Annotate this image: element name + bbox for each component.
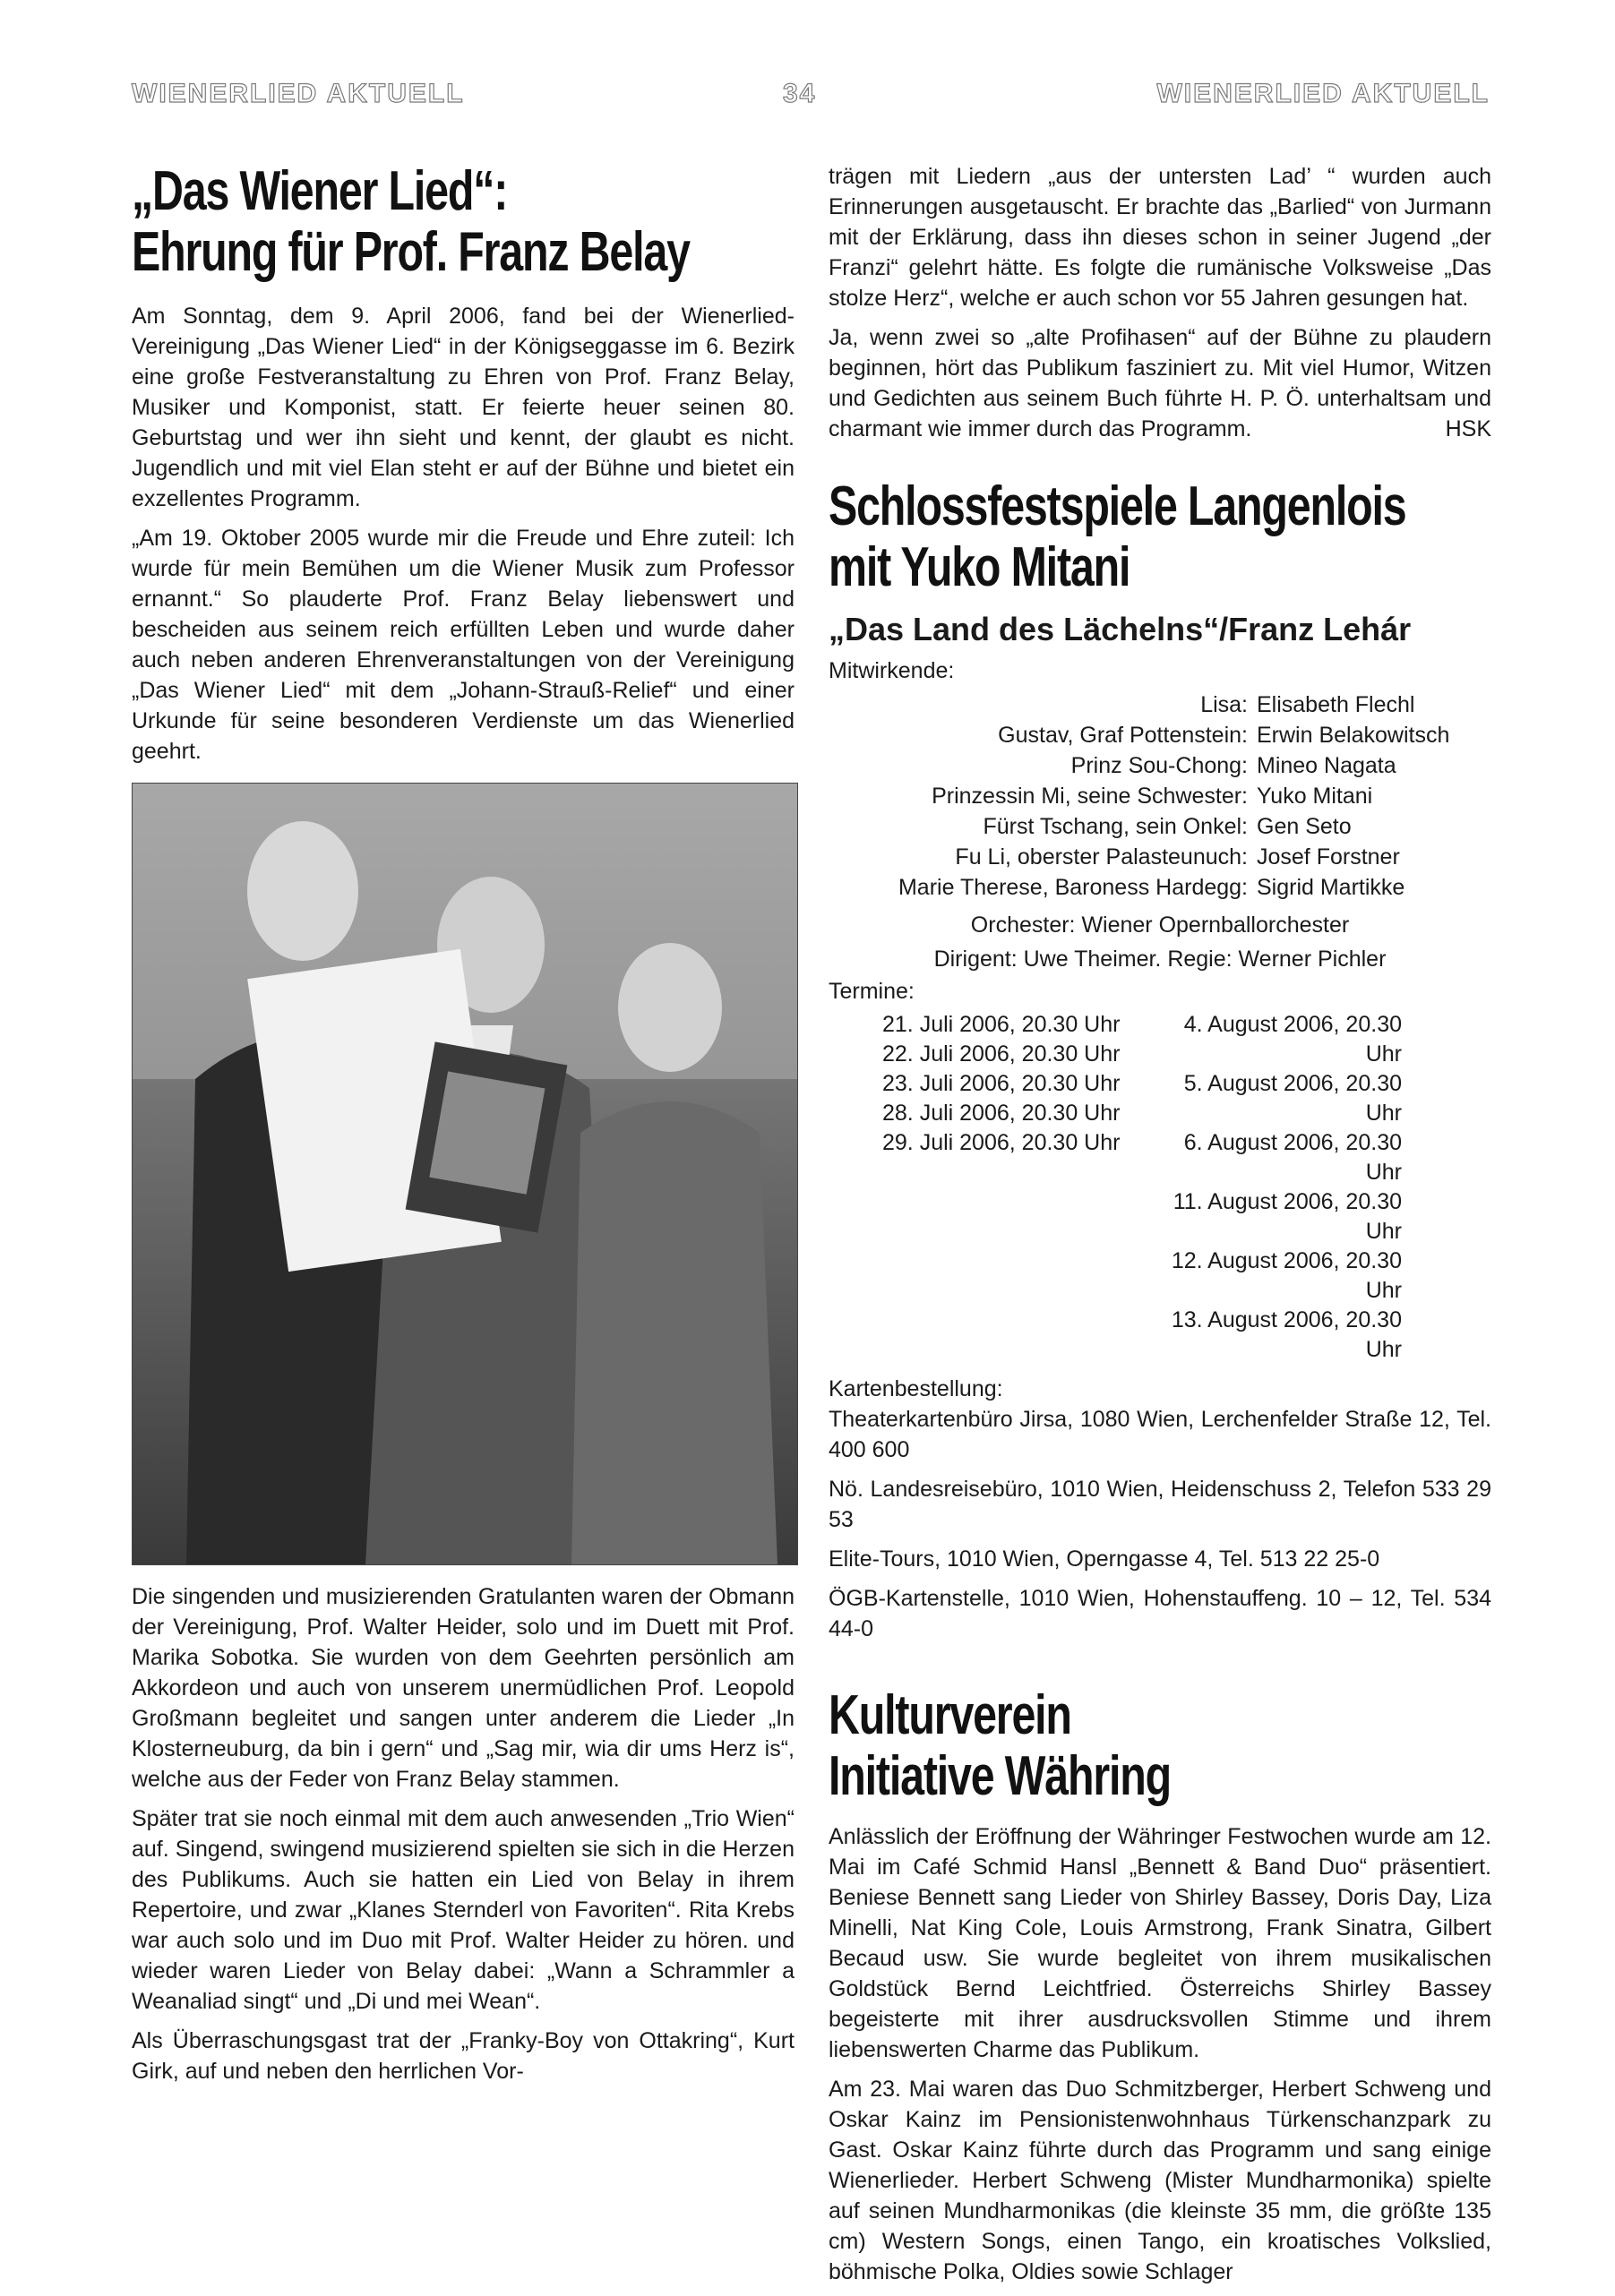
cast-actor: Josef Forstner bbox=[1257, 844, 1400, 870]
article1-headline bbox=[132, 161, 794, 283]
dates-july bbox=[882, 1010, 1160, 1365]
right-column bbox=[829, 161, 1491, 2296]
dates-table bbox=[829, 1010, 1491, 1365]
article1-paragraph: trägen mit Liedern „aus der untersten Lad’ “ wurden auch Erinnerungen ausgetauscht. Er brachte das „Barlied“ von Jurmann mit der Erklärung, dass ihn dieses schon in seiner Jugend „der Franzi“ gelehrt hätte. Es folgte die rumänische Volksweise „Das stolze Herz“, welche er auch schon vor 55 Jahren gesungen hat. bbox=[829, 164, 1491, 311]
cast-role: Fu Li, oberster Palasteunuch: bbox=[955, 844, 1248, 870]
cast-label: Mitwirkende: bbox=[829, 658, 955, 683]
cast-role: Marie Therese, Baroness Hardegg: bbox=[898, 875, 1248, 900]
date-entry: 28. Juli 2006, 20.30 Uhr bbox=[882, 1101, 1121, 1126]
ticket-office: Elite-Tours, 1010 Wien, Operngasse 4, Tel. 513 22 25-0 bbox=[829, 1546, 1380, 1572]
article3-headline-line1: Kulturverein bbox=[829, 1684, 1071, 1746]
award-ceremony-photo bbox=[132, 783, 798, 1565]
article1-signature: HSK bbox=[1445, 416, 1491, 441]
cast-row bbox=[829, 690, 1491, 720]
date-entry: 4. August 2006, 20.30 Uhr bbox=[1183, 1012, 1402, 1067]
cast-role: Prinzessin Mi, seine Schwester: bbox=[932, 784, 1248, 809]
date-entry: 23. Juli 2006, 20.30 Uhr bbox=[882, 1071, 1121, 1096]
date-entry: 22. Juli 2006, 20.30 Uhr bbox=[882, 1041, 1121, 1067]
tickets-label: Kartenbestellung: bbox=[829, 1376, 1003, 1401]
article1-paragraph: Am Sonntag, dem 9. April 2006, fand bei der Wienerlied-Vereinigung „Das Wiener Lied“ in der Königseggasse im 6. Bezirk eine große Festveranstaltung zu Ehren von Prof. Franz Belay, Musiker und Komponist, statt. Er feierte heuer seinen 80. Geburtstag und wer ihn sieht und kennt, der glaubt es nicht. Jugendlich und mit viel Elan steht er auf der Bühne und bietet ein exzellentes Programm. bbox=[132, 304, 795, 511]
cast-row bbox=[829, 720, 1491, 750]
page-number: 34 bbox=[783, 79, 817, 108]
ticket-office: Nö. Landesreisebüro, 1010 Wien, Heidenschuss 2, Telefon 533 29 53 bbox=[829, 1477, 1491, 1532]
cast-row bbox=[829, 781, 1491, 811]
date-entry: 5. August 2006, 20.30 Uhr bbox=[1183, 1071, 1402, 1126]
article1-paragraph: Später trat sie noch einmal mit dem auch anwesenden „Trio Wien“ auf. Singend, swingend musizierend spielten sie sich in die Herzen des Publikums. Auch sie hatten ein Lied von Belay in ihrem Repertoire, und zwar „Klanes Sternderl von Favoriten“. Rita Krebs war auch solo und im Duo mit Prof. Walter Heider zu hören. und wieder waren Lieder von Belay dabei: „Wann a Schrammler a Weanaliad singt“ und „Di und mei Wean“. bbox=[132, 1806, 795, 2014]
photo-illustration bbox=[133, 784, 797, 1564]
left-column bbox=[132, 161, 795, 2095]
article1-paragraph: Ja, wenn zwei so „alte Profihasen“ auf der Bühne zu plaudern beginnen, hört das Publikum fasziniert zu. Mit viel Humor, Witzen und Gedichten aus seinem Buch führte H. P. Ö. unterhaltsam und charmant wie immer durch das Programm. bbox=[829, 325, 1491, 441]
date-entry: 6. August 2006, 20.30 Uhr bbox=[1183, 1130, 1402, 1185]
article2-headline-line2: mit Yuko Mitani bbox=[829, 536, 1130, 598]
ticket-office: Theaterkartenbüro Jirsa, 1080 Wien, Lerchenfelder Straße 12, Tel. 400 600 bbox=[829, 1407, 1491, 1462]
article1-paragraph: Als Überraschungsgast trat der „Franky-Boy von Ottakring“, Kurt Girk, auf und neben den herrlichen Vor- bbox=[132, 2028, 795, 2084]
cast-row bbox=[829, 842, 1491, 872]
article3-paragraph: Anlässlich der Eröffnung der Währinger Festwochen wurde am 12. Mai im Café Schmid Hansl „Bennett & Band Duo“ präsentiert. Beniese Bennett sang Lieder von Shirley Bassey, Doris Day, Liza Minelli, Nat King Cole, Louis Armstrong, Frank Sinatra, Gilbert Becaud usw. Sie wurde begleitet von ihrem musikalischen Goldstück Bernd Leichtfried. Österreichs Shirley Bassey begeisterte mit ihrer ausdrucksvollen Stimme und ihrem liebenswerten Charme das Publikum. bbox=[829, 1824, 1491, 2062]
direction-line: Dirigent: Uwe Theimer. Regie: Werner Pichler bbox=[933, 947, 1387, 972]
date-entry: 13. August 2006, 20.30 Uhr bbox=[1171, 1307, 1402, 1362]
date-entry: 12. August 2006, 20.30 Uhr bbox=[1171, 1248, 1402, 1303]
cast-actor: Erwin Belakowitsch bbox=[1257, 723, 1450, 748]
article2-subtitle: „Das Land des Lächelns“/Franz Lehár bbox=[829, 611, 1412, 647]
cast-role: Lisa: bbox=[1200, 692, 1248, 717]
date-entry: 21. Juli 2006, 20.30 Uhr bbox=[882, 1012, 1121, 1037]
article3-headline-line2: Initiative Währing bbox=[829, 1745, 1171, 1807]
cast-row bbox=[829, 811, 1491, 842]
running-head-left: WIENERLIED AKTUELL bbox=[132, 79, 465, 108]
article3-headline bbox=[829, 1685, 1490, 1807]
cast-actor: Mineo Nagata bbox=[1257, 753, 1396, 778]
article3-paragraph: Am 23. Mai waren das Duo Schmitzberger, Herbert Schweng und Oskar Kainz im Pensionistenwohnhaus Türkenschanzpark zu Gast. Oskar Kainz führte durch das Programm und sang einige Wienerlieder. Herbert Schweng (Mister Mundharmonika) spielte auf seinen Mundharmonikas (die kleinste 35 mm, die größte 135 cm) Western Songs, einen Tango, ein kroatisches Volkslied, böhmische Polka, Oldies sowie Schlager bbox=[829, 2077, 1491, 2284]
cast-actor: Elisabeth Flechl bbox=[1257, 692, 1415, 717]
article2-headline-line1: Schlossfestspiele Langenlois bbox=[829, 475, 1406, 537]
cast-row bbox=[829, 750, 1491, 781]
orchestra-line: Orchester: Wiener Opernballorchester bbox=[970, 912, 1350, 938]
cast-role: Prinz Sou-Chong: bbox=[1070, 753, 1248, 778]
cast-actor: Gen Seto bbox=[1257, 814, 1352, 839]
cast-role: Gustav, Graf Pottenstein: bbox=[998, 723, 1248, 748]
cast-actor: Sigrid Martikke bbox=[1257, 875, 1405, 900]
ticket-office: ÖGB-Kartenstelle, 1010 Wien, Hohenstauffeng. 10 – 12, Tel. 534 44-0 bbox=[829, 1586, 1491, 1641]
article1-headline-line2: Ehrung für Prof. Franz Belay bbox=[132, 221, 690, 283]
dates-label: Termine: bbox=[829, 979, 915, 1004]
article1-headline-line1: „Das Wiener Lied“: bbox=[132, 160, 508, 222]
cast-list bbox=[829, 690, 1491, 903]
article1-paragraph: „Am 19. Oktober 2005 wurde mir die Freude und Ehre zuteil: Ich wurde für mein Bemühen um die Wiener Musik zum Professor ernannt.“ So plauderte Prof. Franz Belay liebenswert und bescheiden aus seinem reich erfüllten Leben und wurde daher auch neben anderen Ehrenveranstaltungen von der Vereinigung „Das Wiener Lied“ mit dem „Johann-Strauß-Relief“ und einer Urkunde für seine besonderen Verdienste um das Wienerlied geehrt. bbox=[132, 526, 795, 764]
date-entry: 29. Juli 2006, 20.30 Uhr bbox=[882, 1130, 1121, 1155]
running-head-right: WIENERLIED AKTUELL bbox=[1156, 79, 1490, 108]
cast-role: Fürst Tschang, sein Onkel: bbox=[983, 814, 1248, 839]
cast-actor: Yuko Mitani bbox=[1257, 784, 1373, 809]
dates-august bbox=[1160, 1010, 1402, 1365]
article2-headline bbox=[829, 476, 1490, 598]
article1-paragraph: Die singenden und musizierenden Gratulanten waren der Obmann der Vereinigung, Prof. Walter Heider, solo und im Duett mit Prof. Marika Sobotka. Sie wurden von dem Geehrten persönlich am Akkordeon und auch von unserem unermüdlichen Prof. Leopold Großmann begleitet und sangen unter anderem die Lieder „In Klosterneuburg, da bin i gern“ und „Sag mir, wia dir ums Herz is“, welche aus der Feder von Franz Belay stammen. bbox=[132, 1584, 795, 1792]
cast-row bbox=[829, 872, 1491, 903]
date-entry: 11. August 2006, 20.30 Uhr bbox=[1173, 1189, 1402, 1244]
